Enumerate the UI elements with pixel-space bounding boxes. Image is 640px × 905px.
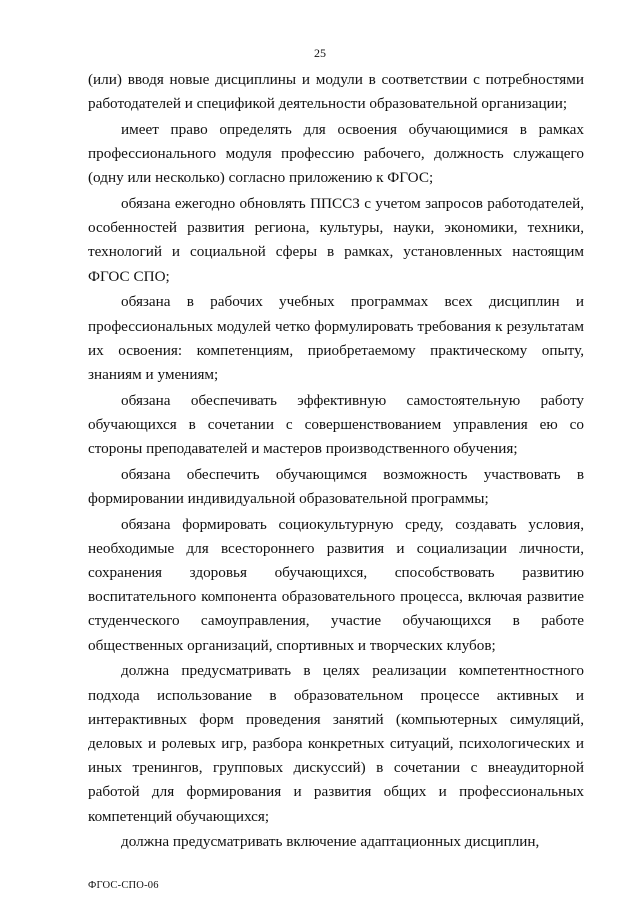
paragraph-sociocultural-environment: обязана формировать социокультурную среду, создавать условия, необходимые для всестороннего развития и социализации личности, сохранения здоровья обучающихся, способствовать развитию воспитательного компонента образовательного процесса, включая развитие студенческого самоуправления, участие обучающихся в работе общественных организаций, спортивных и творческих клубов; bbox=[88, 515, 584, 654]
paragraph-learning-outcomes: обязана в рабочих учебных программах всех дисциплин и профессиональных модулей четко формулировать требования к результатам их освоения: компетенциям, приобретаемому практическому опыту, знаниям и умениям; bbox=[88, 293, 584, 383]
document-code-footer: ФГОС-СПО-06 bbox=[88, 880, 159, 891]
paragraph-independent-work: обязана обеспечивать эффективную самостоятельную работу обучающихся в сочетании с совершенствованием управления ею со стороны преподавателей и мастеров производственного обучения; bbox=[88, 391, 584, 458]
document-body bbox=[88, 68, 584, 856]
page-number: 25 bbox=[314, 46, 326, 60]
paragraph-continuation: (или) вводя новые дисциплины и модули в соответствии с потребностями работодателей и спецификой деятельности образовательной организации; bbox=[88, 71, 584, 113]
paragraph-adaptation-disciplines: должна предусматривать включение адаптационных дисциплин, bbox=[121, 833, 540, 851]
paragraph-right-define-profession: имеет право определять для освоения обучающимися в рамках профессионального модуля профессию рабочего, должность служащего (одну или несколько) согласно приложению к ФГОС; bbox=[88, 120, 584, 187]
paragraph-update-ppssz: обязана ежегодно обновлять ППССЗ с учетом запросов работодателей, особенностей развития региона, культуры, науки, экономики, техники, технологий и социальной сферы в рамках, установленных настоящим ФГОС СПО; bbox=[88, 195, 584, 285]
paragraph-individual-program: обязана обеспечить обучающимся возможность участвовать в формировании индивидуальной образовательной программы; bbox=[88, 465, 584, 507]
paragraph-interactive-forms: должна предусматривать в целях реализации компетентностного подхода использование в образовательном процессе активных и интерактивных форм проведения занятий (компьютерных симуляций, деловых и ролевых игр, разбора конкретных ситуаций, психологических и иных тренингов, групповых дискуссий) в сочетании с внеаудиторной работой для формирования и развития общих и профессиональных компетенций обучающихся; bbox=[88, 662, 584, 825]
